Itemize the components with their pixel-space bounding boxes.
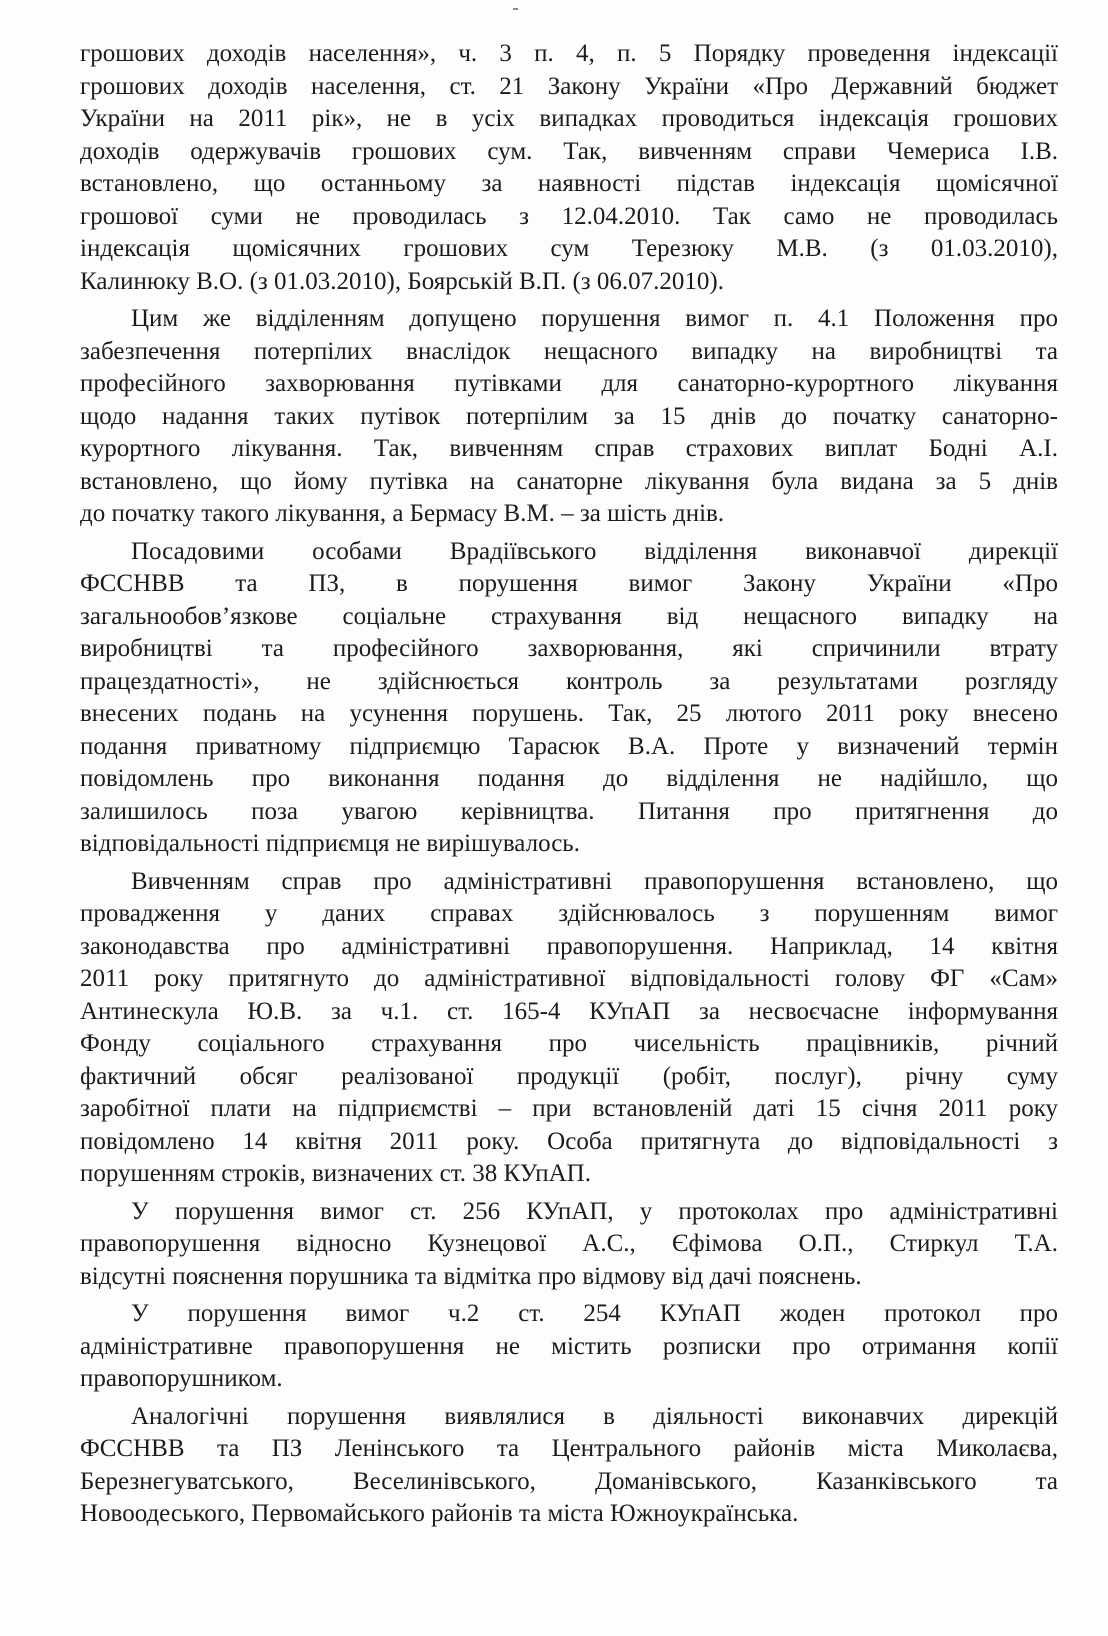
text-line: грошових доходів населення, ст. 21 Закону України «Про Державний бюджет xyxy=(80,72,1058,100)
text-line: грошової суми не проводилась з 12.04.2010. Так само не проводилась xyxy=(80,202,1058,230)
text-line: 2011 року притягнуто до адміністративної відповідальності голову ФГ «Сам» xyxy=(80,965,1058,992)
text-line: України на 2011 рік», не в усіх випадках проводиться індексація грошових xyxy=(80,105,1058,132)
paragraph-2 xyxy=(80,303,1058,531)
text-line: повідомлень про виконання подання до відділення не надійшло, що xyxy=(80,765,1058,792)
paragraph-6 xyxy=(80,1298,1058,1396)
text-line: щодо надання таких путівок потерпілим за 15 днів до початку санаторно- xyxy=(80,402,1058,430)
text-line: Цим же відділенням допущено порушення вимог п. 4.1 Положення про xyxy=(131,305,1058,332)
text-line: курортного лікування. Так, вивченням справ страхових виплат Бодні А.І. xyxy=(80,435,1058,462)
text-line: заробітної плати на підприємстві – при встановленій даті 15 січня 2011 року xyxy=(80,1095,1058,1122)
text-line: Калинюку В.О. (з 01.03.2010), Боярській В.П. (з 06.07.2010). xyxy=(80,267,724,295)
text-line: виробництві та професійного захворювання, які спричинили втрату xyxy=(80,635,1058,662)
text-line: Новоодеського, Первомайського районів та міста Южноукраїнська. xyxy=(80,1500,799,1527)
text-line: Березнегуватського, Веселинівського, Доманівського, Казанківського та xyxy=(80,1467,1058,1495)
text-line: встановлено, що останньому за наявності підстав індексація щомісячної xyxy=(80,170,1058,197)
text-line: правопорушення відносно Кузнецової А.С., Єфімова О.П., Стиркул Т.А. xyxy=(80,1230,1058,1257)
text-line: Антинескула Ю.В. за ч.1. ст. 165-4 КУпАП за несвоєчасне інформування xyxy=(80,997,1058,1025)
text-line: професійного захворювання путівками для санаторно-курортного лікування xyxy=(80,370,1058,397)
text-line: У порушення вимог ст. 256 КУпАП, у протоколах про адміністративні xyxy=(131,1197,1058,1225)
text-line: до початку такого лікування, а Бермасу В.М. – за шість днів. xyxy=(80,500,725,527)
text-line: індексація щомісячних грошових сум Терезюку М.В. (з 01.03.2010), xyxy=(80,235,1058,262)
text-line: ФССНВВ та ПЗ Ленінського та Центрального районів міста Миколаєва, xyxy=(80,1435,1058,1462)
text-line: провадження у даних справах здійснювалось з порушенням вимог xyxy=(80,900,1058,927)
scan-speck xyxy=(513,8,518,10)
text-line: фактичний обсяг реалізованої продукції (робіт, послуг), річну суму xyxy=(80,1062,1058,1090)
text-line: подання приватному підприємцю Тарасюк В.А. Проте у визначений термін xyxy=(80,732,1058,760)
text-line: адміністративне правопорушення не містить розписки про отримання копії xyxy=(80,1332,1058,1360)
text-line: порушенням строків, визначених ст. 38 КУпАП. xyxy=(80,1160,591,1187)
text-line: встановлено, що йому путівка на санаторне лікування була видана за 5 днів xyxy=(80,467,1058,495)
text-line: залишилось поза увагою керівництва. Питання про притягнення до xyxy=(80,797,1058,825)
paragraph-1 xyxy=(80,38,1058,298)
text-line: загальнообов’язкове соціальне страхування від нещасного випадку на xyxy=(80,602,1058,630)
text-line: відсутні пояснення порушника та відмітка про відмову від дачі пояснень. xyxy=(80,1262,862,1290)
text-line: забезпечення потерпілих внаслідок нещасного випадку на виробництві та xyxy=(80,337,1058,365)
text-line: Фонду соціального страхування про чисельність працівників, річний xyxy=(80,1030,1058,1057)
text-line: внесених подань на усунення порушень. Так, 25 лютого 2011 року внесено xyxy=(80,700,1058,727)
text-line: доходів одержувачів грошових сум. Так, вивченням справи Чемериса І.В. xyxy=(80,137,1058,165)
text-line: працездатності», не здійснюється контроль за результатами розгляду xyxy=(80,667,1058,695)
text-line: Вивченням справ про адміністративні правопорушення встановлено, що xyxy=(131,867,1058,895)
text-line: У порушення вимог ч.2 ст. 254 КУпАП жоден протокол про xyxy=(131,1300,1058,1327)
text-line: ФССНВВ та ПЗ, в порушення вимог Закону України «Про xyxy=(80,570,1058,597)
text-line: відповідальності підприємця не вирішувалось. xyxy=(80,830,580,857)
document-body xyxy=(80,38,1058,1536)
paragraph-3 xyxy=(80,536,1058,861)
paragraph-7 xyxy=(80,1401,1058,1531)
text-line: правопорушником. xyxy=(80,1365,283,1392)
text-line: грошових доходів населення», ч. 3 п. 4, п. 5 Порядку проведення індексації xyxy=(80,40,1058,67)
text-line: Посадовими особами Врадіївського відділення виконавчої дирекції xyxy=(131,537,1058,565)
text-line: Аналогічні порушення виявлялися в діяльності виконавчих дирекцій xyxy=(131,1402,1058,1430)
paragraph-5 xyxy=(80,1196,1058,1294)
paragraph-4 xyxy=(80,866,1058,1191)
text-line: повідомлено 14 квітня 2011 року. Особа притягнута до відповідальності з xyxy=(80,1127,1058,1155)
scan-artifact xyxy=(208,1596,222,1606)
text-line: законодавства про адміністративні правопорушення. Наприклад, 14 квітня xyxy=(80,932,1058,960)
